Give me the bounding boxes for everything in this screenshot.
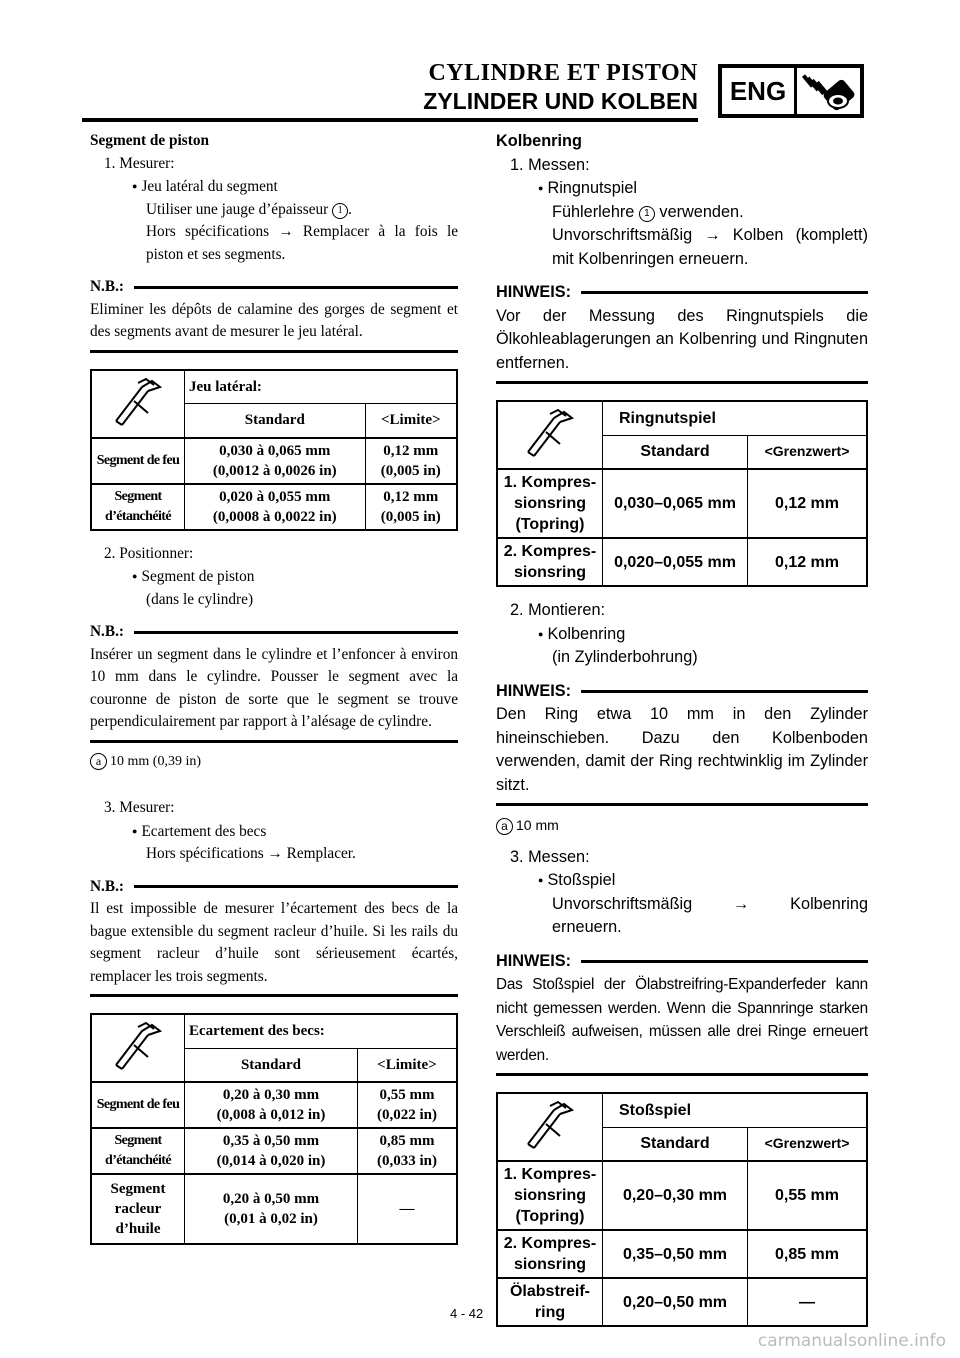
ref-a-line — [496, 814, 868, 838]
row-standard — [185, 484, 366, 530]
table-row — [91, 1174, 457, 1244]
table-row — [91, 1128, 457, 1174]
note-head — [90, 876, 458, 899]
ref-1-marker: 1 — [332, 203, 348, 219]
row-standard: 0,030–0,065 mm — [603, 469, 748, 538]
row-limit: 0,55 mm — [748, 1161, 868, 1230]
lim-mm: 0,85 mm — [379, 1133, 435, 1149]
wrench-spec-icon — [520, 404, 580, 460]
note-body: Insérer un segment dans le cylindre et l’enfoncer à environ 10 mm dans le cylindre. Pousser le segment avec la couronne de piston de sorte que le segment se trouve perpendiculairement par rapport à l’alésage de cylindre. — [90, 644, 458, 743]
step-3: 3. Messen: — [510, 847, 590, 866]
note-rule — [581, 690, 868, 693]
table-row — [497, 1230, 867, 1278]
step-3-item: ● Stoßspiel — [496, 869, 868, 893]
note-rule — [581, 291, 868, 294]
step-1-line — [496, 201, 868, 225]
table-row — [91, 438, 457, 484]
note-rule — [134, 286, 458, 289]
lim-in: (0,022 in) — [376, 1107, 437, 1123]
row-name: Segment de feu — [91, 438, 185, 484]
note-body: Il est impossible de mesurer l’écartement des becs de la bague extensible du segment racleur d’huile. Si les rails du segment racleur d’huile sont sérieusement écartés, remplacer les trois segments. — [90, 898, 458, 997]
col-standard: Standard — [185, 1048, 358, 1082]
step-2: 2. Positionner: — [104, 544, 194, 562]
table-row — [91, 1082, 457, 1128]
table-row — [91, 484, 457, 530]
row-name: Ölabstreif-ring — [497, 1278, 603, 1326]
lim-in: (0,005 in) — [380, 462, 441, 479]
spec-table-end-gap — [90, 1013, 458, 1245]
std-in: (0,01 à 0,02 in) — [224, 1211, 318, 1227]
lim-mm: 0,12 mm — [383, 442, 439, 459]
std-mm: 0,20 à 0,50 mm — [222, 1191, 320, 1207]
page-title-fr: CYLINDRE ET PISTON — [428, 60, 698, 86]
row-standard — [185, 1128, 358, 1174]
note-head — [496, 950, 868, 974]
step-1-detail: Unvorschriftsmäßig → Kolben (komplett) mit Kolbenringen erneuern. — [552, 226, 868, 268]
row-standard: 0,20–0,30 mm — [603, 1161, 748, 1230]
std-in: (0,0008 à 0,0022 in) — [212, 508, 337, 525]
note-rule — [134, 885, 458, 888]
spec-table-ring-groove — [496, 400, 868, 587]
note-rule — [581, 960, 868, 963]
table-title: Ecartement des becs: — [185, 1014, 458, 1048]
row-name: Segment d’étanchéité — [91, 484, 185, 530]
ref-1-marker: 1 — [639, 206, 655, 222]
spec-icon-cell — [91, 370, 185, 438]
ref-a-marker: a — [496, 818, 513, 835]
note-1 — [90, 276, 458, 353]
note-label: N.B.: — [90, 278, 124, 295]
step-1-detail: Hors spécifications → Remplacer à la fois le piston et ses segments. — [146, 223, 458, 263]
note-1 — [496, 281, 868, 384]
std-in: (0,008 à 0,012 in) — [216, 1107, 326, 1123]
step-3: 3. Mesurer: — [104, 799, 175, 816]
note-body: Das Stoßspiel der Ölabstreifring-Expanderfeder kann nicht gemessen werden. Wenn die Spannringe starken Verschleiß aufweisen, müssen alle drei Ringe erneuert werden. — [496, 973, 868, 1076]
note-head — [496, 281, 868, 305]
col-limit: <Limite> — [357, 1048, 457, 1082]
step-1-text-end: verwenden. — [659, 202, 744, 221]
lim-in: (0,005 in) — [380, 508, 441, 525]
ref-a-text: 10 mm — [516, 817, 559, 833]
table-title: Ringnutspiel — [603, 401, 868, 435]
row-limit — [357, 1082, 457, 1128]
note-label: N.B.: — [90, 877, 124, 895]
note-label: HINWEIS: — [496, 283, 572, 301]
col-limit: <Grenzwert> — [748, 435, 868, 469]
std-mm: 0,35 à 0,50 mm — [222, 1133, 320, 1149]
step-2-sub: (in Zylinderbohrung) — [552, 648, 698, 666]
step-1-item: ● Ringnutspiel — [496, 177, 868, 201]
lim-mm: 0,55 mm — [379, 1087, 435, 1103]
col-limit: <Grenzwert> — [748, 1127, 868, 1161]
std-mm: 0,030 à 0,065 mm — [219, 442, 331, 459]
note-body: Eliminer les dépôts de calamine des gorges de segment et des segments avant de mesurer le jeu latéral. — [90, 299, 458, 353]
table-row — [497, 1161, 867, 1230]
eng-label: ENG — [729, 76, 787, 106]
col-standard: Standard — [603, 1127, 748, 1161]
row-name: Segment racleur d’huile — [91, 1174, 185, 1244]
wrench-spec-icon — [520, 1096, 580, 1152]
note-2 — [90, 621, 458, 743]
note-label: N.B.: — [90, 623, 124, 640]
row-limit: 0,12 mm — [748, 469, 868, 538]
lim-mm: — — [399, 1201, 415, 1217]
row-limit — [357, 1128, 457, 1174]
row-name: 2. Kompres-sionsring — [497, 538, 603, 586]
note-2 — [496, 680, 868, 807]
row-limit: — — [748, 1278, 868, 1326]
lim-in: (0,033 in) — [376, 1153, 437, 1169]
step-1: 1. Messen: — [510, 155, 590, 174]
std-in: (0,0012 à 0,0026 in) — [212, 462, 337, 479]
step-2: 2. Montieren: — [510, 601, 606, 619]
std-mm: 0,020 à 0,055 mm — [219, 488, 331, 505]
note-body: Den Ring etwa 10 mm in den Zylinder hineinschieben. Dazu den Kolbenboden verwenden, damit der Ring rechtwinklig im Zylinder sitzt. — [496, 703, 868, 806]
note-head — [90, 621, 458, 644]
row-limit: 0,85 mm — [748, 1230, 868, 1278]
note-head — [90, 276, 458, 299]
french-column — [90, 130, 458, 1245]
step-1-item: ● Jeu latéral du segment — [90, 175, 458, 199]
watermark[interactable]: carmanualsonline.info — [757, 1331, 946, 1351]
spec-icon-cell — [497, 401, 603, 469]
table-row — [497, 538, 867, 586]
section-title: Kolbenring — [496, 132, 582, 150]
std-mm: 0,20 à 0,30 mm — [222, 1087, 320, 1103]
step-1-text: Fühlerlehre — [552, 202, 635, 221]
col-limit: <Limite> — [365, 404, 457, 438]
row-standard — [185, 438, 366, 484]
header-rule — [82, 118, 698, 122]
table-title: Jeu latéral: — [185, 370, 458, 404]
section-title: Segment de piston — [90, 132, 209, 149]
note-rule — [134, 631, 458, 634]
table-title: Stoßspiel — [603, 1093, 868, 1127]
ref-a-line — [90, 751, 458, 774]
row-limit: 0,12 mm — [748, 538, 868, 586]
page-title-de: ZYLINDER UND KOLBEN — [423, 88, 698, 114]
row-standard — [185, 1082, 358, 1128]
row-name: Segment de feu — [91, 1082, 185, 1128]
wrench-spec-icon — [108, 1017, 168, 1073]
eng-badge — [718, 64, 864, 118]
table-row — [497, 469, 867, 538]
ref-a-text: 10 mm (0,39 in) — [110, 753, 201, 769]
note-3 — [90, 876, 458, 998]
row-limit — [357, 1174, 457, 1244]
spec-icon-cell — [497, 1093, 603, 1161]
badge-divider — [794, 68, 797, 114]
note-label: HINWEIS: — [496, 681, 572, 700]
row-name: 2. Kompres-sionsring — [497, 1230, 603, 1278]
step-3-sub: Hors spécifications → Remplacer. — [146, 845, 356, 862]
col-standard: Standard — [185, 404, 366, 438]
col-standard: Standard — [603, 435, 748, 469]
spec-table-end-gap — [496, 1092, 868, 1327]
step-1-line: Utiliser une jauge d’épaisseur 1 . — [146, 200, 352, 218]
row-limit — [365, 484, 457, 530]
row-name: 1. Kompres-sionsring (Topring) — [497, 469, 603, 538]
row-standard — [185, 1174, 358, 1244]
row-name: Segment d’étanchéité — [91, 1128, 185, 1174]
spec-table-side-clearance — [90, 369, 458, 531]
step-2-item: ● Kolbenring — [496, 623, 868, 647]
note-body: Vor der Messung des Ringnutspiels die Ölkohleablagerungen an Kolbenring und Ringnuten entfernen. — [496, 305, 868, 385]
step-1-text: Utiliser une jauge d’épaisseur — [146, 200, 329, 218]
step-3-sub: Unvorschriftsmäßig → Kolbenring erneuern. — [552, 894, 868, 936]
page-number: 4 - 42 — [450, 1306, 484, 1321]
note-label: HINWEIS: — [496, 951, 572, 970]
row-standard: 0,35–0,50 mm — [603, 1230, 748, 1278]
table-row — [497, 1278, 867, 1326]
step-1: 1. Mesurer: — [104, 154, 175, 172]
step-2-sub: (dans le cylindre) — [146, 590, 254, 608]
row-standard: 0,20–0,50 mm — [603, 1278, 748, 1326]
step-3-item: ● Ecartement des becs — [90, 820, 458, 844]
note-head — [496, 680, 868, 704]
note-3 — [496, 950, 868, 1077]
engine-cylinder-icon — [800, 70, 862, 114]
row-name: 1. Kompres-sionsring (Topring) — [497, 1161, 603, 1230]
row-standard: 0,020–0,055 mm — [603, 538, 748, 586]
std-in: (0,014 à 0,020 in) — [216, 1153, 326, 1169]
ref-a-marker: a — [90, 753, 107, 770]
spec-icon-cell — [91, 1014, 185, 1082]
lim-mm: 0,12 mm — [383, 488, 439, 505]
german-column — [496, 130, 868, 1327]
row-limit — [365, 438, 457, 484]
wrench-spec-icon — [108, 373, 168, 429]
step-2-item: ● Segment de piston — [90, 565, 458, 589]
